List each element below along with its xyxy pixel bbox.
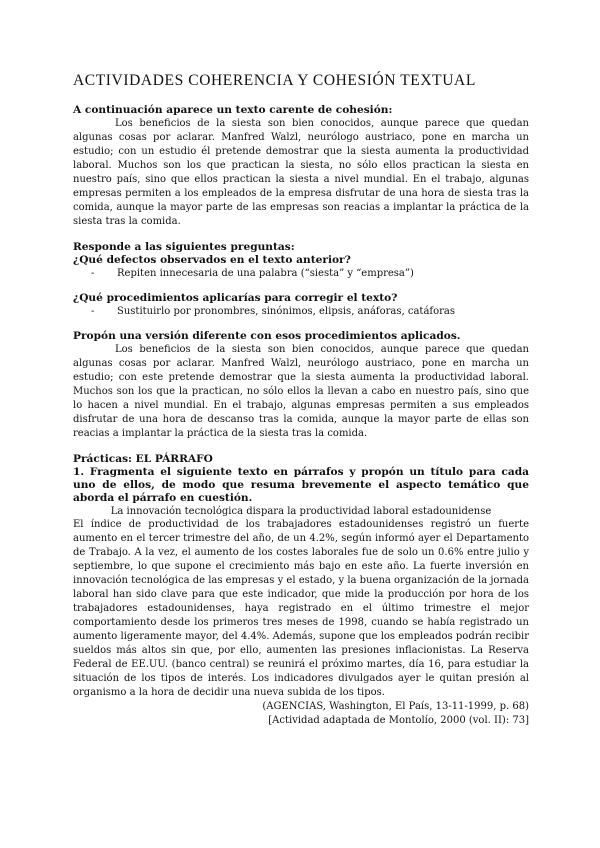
questions-heading: Responde a las siguientes preguntas: (73, 241, 295, 253)
article-text: El índice de productividad de los trabajadores estadounidenses registró un fuerte aumento en el tercer trimestre del año, de un 4.2%, según informó ayer el Departamento de Trabajo. A la vez, el aumento de los costes laborales fue de solo un 0.6% entre julio y septiembre, lo que supone el crecimiento más bajo en este año. La fuerte inversión en innovación tecnológica de las empresas y el estado, y la buena organización de la jornada laboral han sido clave para que este indicador, que mide la producción por hora de los trabajadores estadounidenses, haya registrado en el último trimestre el mejor comportamiento desde los primeros tres meses de 1998, cuando se había registrado un aumento ligeramente mayor, del 4.4%. Además, supone que los empleados podrán recibir sueldos más altos sin que, por ello, aumenten las presiones inflacionistas. La Reserva Federal de EE.UU. (banco central) se reunirá el próximo martes, día 16, para estudiar la situación de los tipos de interés. Los indicadores divulgados ayer le quitan presión al organismo a la hora de decidir una nueva subida de los tipos. (73, 519, 529, 698)
question-2: ¿Qué procedimientos aplicarías para corregir el texto? (73, 292, 398, 304)
page-title: ACTIVIDADES COHERENCIA Y COHESIÓN TEXTUAL (73, 72, 476, 89)
answer-2: - Sustituirlo por pronombres, sinónimos, elipsis, anáforas, catáforas (91, 306, 456, 317)
answer-1-list (73, 267, 529, 280)
intro-text: Los beneficios de la siesta son bien conocidos, aunque parece que quedan algunas cosas por aclarar. Manfred Walzl, neurólogo austriaco, pone en marcha un estudio; con un estudio él pretende demostrar que la siesta aumenta la productividad laboral. Muchos son los que practican la siesta, no sólo ellos practican la siesta en nuestro país, sino que ellos practican la siesta a nivel mundial. En el trabajo, algunas empresas permiten a los empleados de la empresa disfrutar de una hora de siesta tras la comida, aunque la mayor parte de las empresas son reacias a implantar la práctica de la siesta tras la comida. (73, 118, 529, 227)
answer-1: - Repiten innecesaria de una palabra (“siesta” y “empresa”) (91, 268, 414, 279)
practice-instruction: 1. Fragmenta el siguiente texto en párrafos y propón un título para cada uno de ellos, de modo que resuma brevemente el aspecto temático que aborda el párrafo en cuestión. (73, 466, 529, 504)
intro-heading: A continuación aparece un texto carente de cohesión: (73, 104, 393, 116)
question-1: ¿Qué defectos observados en el texto anterior? (73, 254, 351, 266)
practice-heading: Prácticas: EL PÁRRAFO (73, 453, 213, 465)
answer-2-list (73, 305, 529, 318)
question-3: Propón una versión diferente con esos procedimientos aplicados. (73, 330, 461, 342)
document-page (73, 72, 529, 728)
source-citation: (AGENCIAS, Washington, El País, 13-11-1999, p. 68) (262, 701, 529, 712)
article-title: La innovación tecnológica dispara la productividad laboral estadounidense (110, 506, 492, 517)
adaptation-citation: [Actividad adaptada de Montolío, 2000 (vol. II): 73] (268, 715, 529, 726)
answer-3: Los beneficios de la siesta son bien conocidos, aunque parece que quedan algunas cosas por aclarar. Manfred Walzl, neurólogo austriaco, pone en marcha un estudio; con este pretende demostrar que la siesta aumenta la productividad laboral. Muchos son los que la practican, no sólo ellos la llevan a cabo en nuestro país, sino que lo hacen a nivel mundial. En el trabajo, algunas empresas permiten a sus empleados disfrutar de una hora de descanso tras la comida, aunque la mayor parte de ellas son reacias a implantar la práctica de la siesta tras la comida. (73, 344, 529, 439)
